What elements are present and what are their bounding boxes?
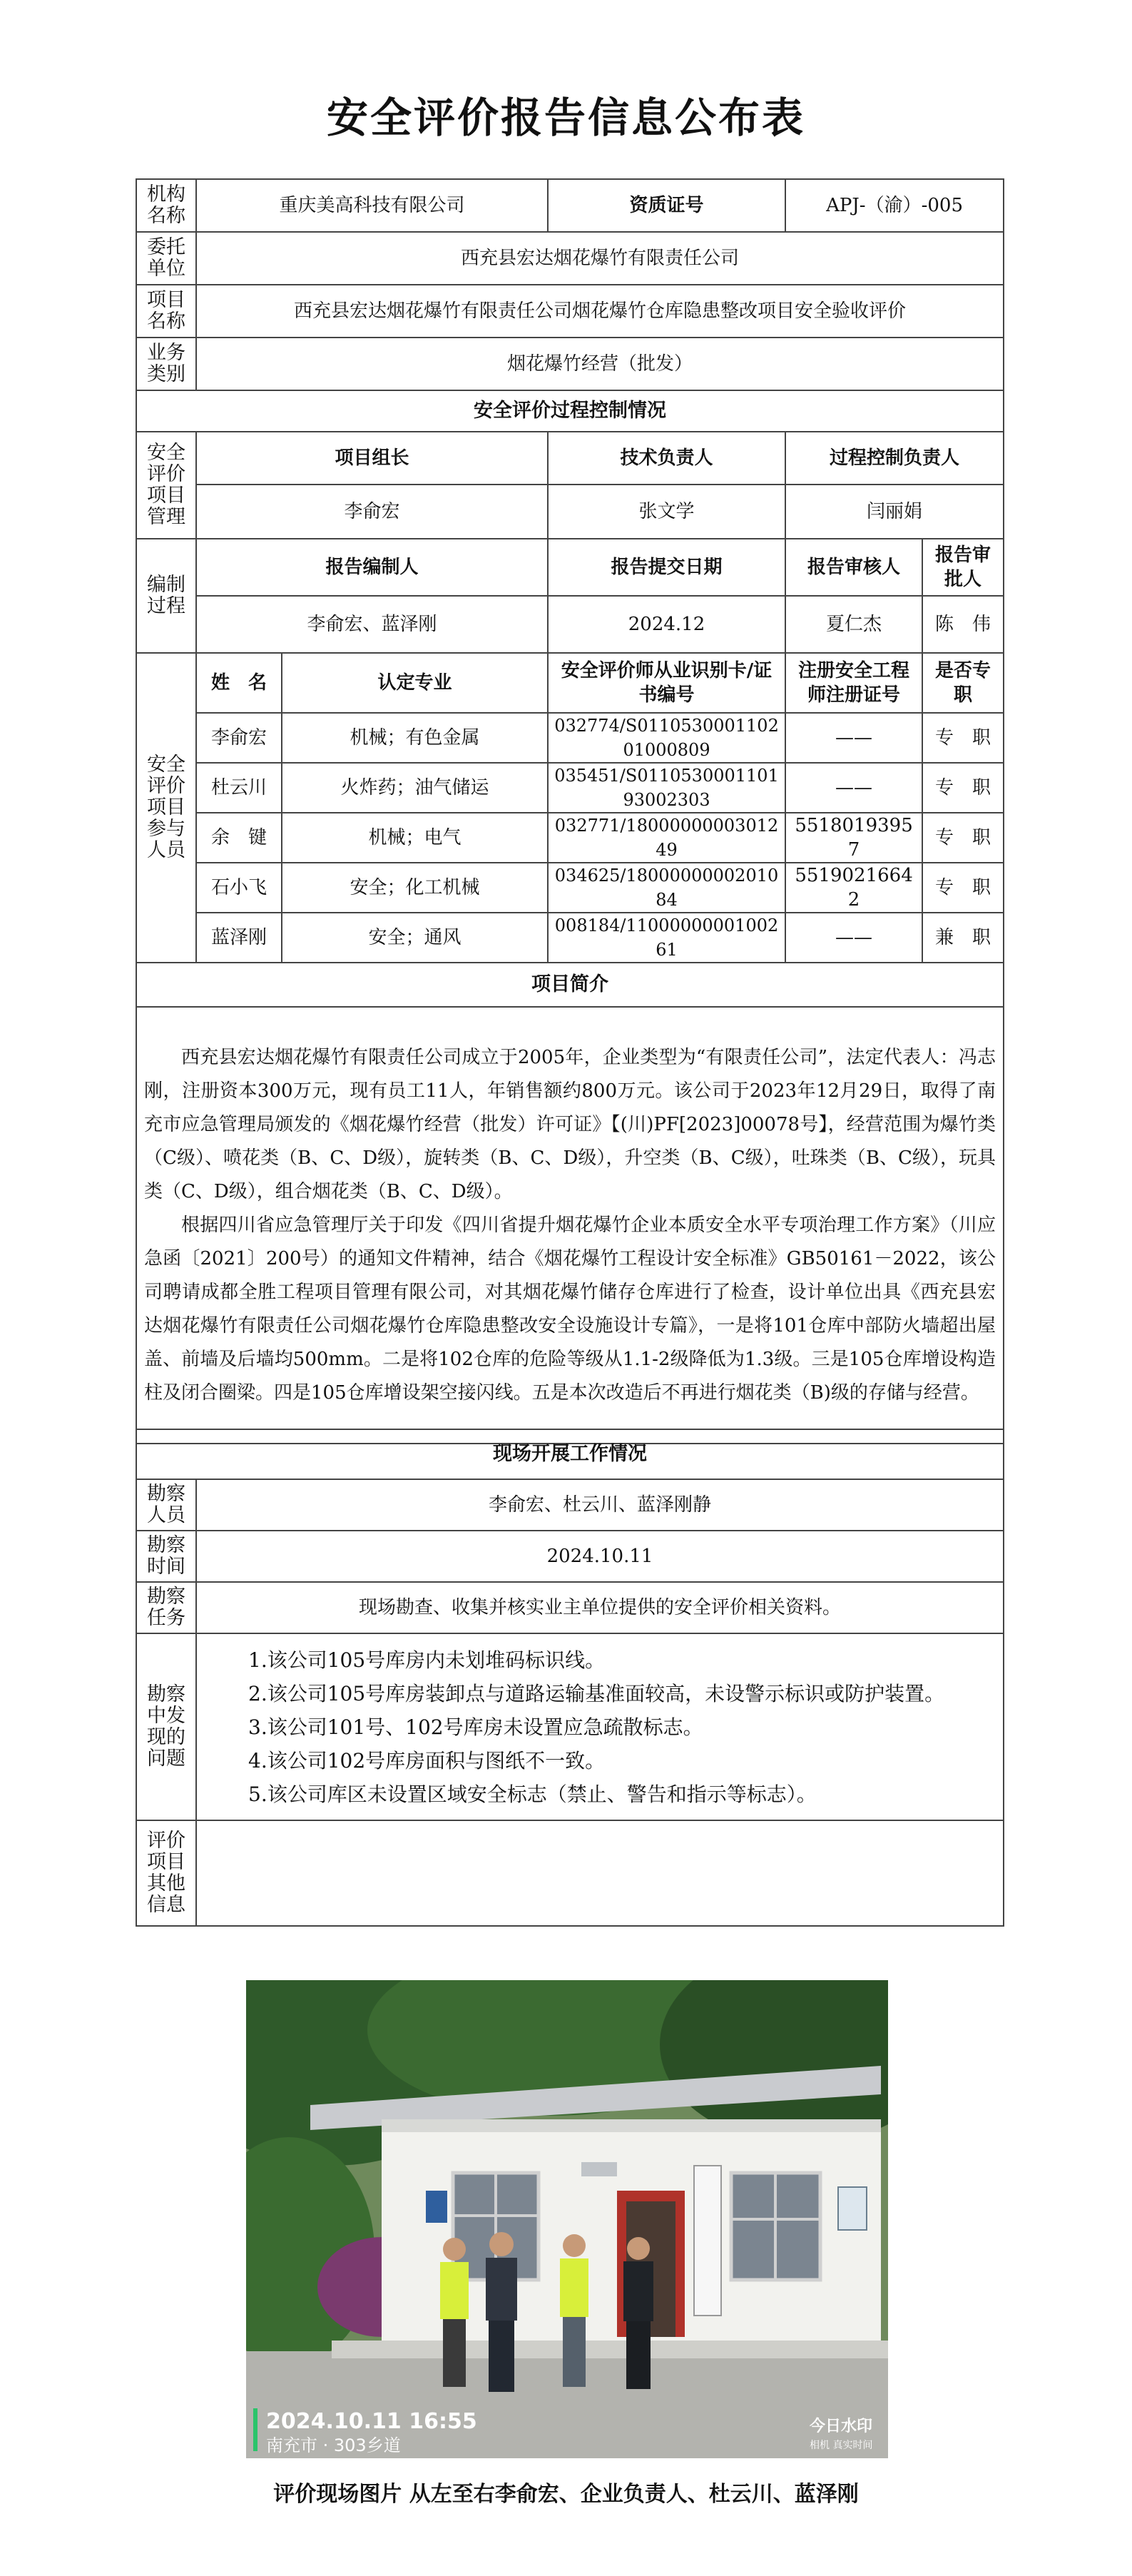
info-table — [136, 178, 1004, 1444]
staff-header-fulltime: 是否专职 — [922, 653, 1004, 713]
staff-card-no: 034625/1800000000201084 — [548, 863, 785, 913]
photo-caption: 评价现场图片 从左至右李俞宏、企业负责人、杜云川、蓝泽刚 — [273, 2482, 859, 2507]
staff-header-reg: 注册安全工程师注册证号 — [785, 653, 922, 713]
survey-time-label: 勘察时间 — [136, 1531, 196, 1582]
intro-paragraph-2: 根据四川省应急管理厅关于印发《四川省提升烟花爆竹企业本质安全水平专项治理工作方案》（川应急函〔2021〕200号）的通知文件精神，结合《烟花爆竹工程设计安全标准》GB50161－2022，该公司聘请成都全胜工程项目管理有限公司，对其烟花爆竹储存仓库进行了检查，设计单位出具《西充县宏达烟花爆竹有限责任公司烟花爆竹仓库隐患整改安全设施设计专篇》，一是将101仓库中部防火墙超出屋盖、前墙及后墙均500mm。二是将102仓库的危险等级从1.1-2级降低为1.3级。三是105仓库增设构造柱及闭合圈梁。四是105仓库增设架空接闪线。五是本次改造后不再进行烟花类（B)级的存储与经营。 — [144, 1214, 996, 1404]
survey-task-value: 现场勘查、收集并核实业主单位提供的安全评价相关资料。 — [196, 1582, 1004, 1633]
survey-issues-list — [196, 1633, 1004, 1820]
org-name-value: 重庆美高科技有限公司 — [196, 179, 548, 232]
mgmt-header-tech: 技术负责人 — [548, 432, 785, 485]
photo-timestamp: 2024.10.11 16:55 — [266, 2409, 477, 2434]
survey-people-value: 李俞宏、杜云川、蓝泽刚静 — [196, 1479, 1004, 1531]
staff-card-no: 008184/1100000000100261 — [548, 913, 785, 963]
staff-name: 杜云川 — [196, 763, 282, 813]
staff-card-no: 032774/S011053000110201000809 — [548, 713, 785, 763]
staff-header-name: 姓 名 — [196, 653, 282, 713]
org-name-label: 机构名称 — [136, 179, 196, 232]
compile-value-author: 李俞宏、蓝泽刚 — [196, 596, 548, 653]
business-type-value: 烟花爆竹经营（批发） — [196, 338, 1004, 390]
project-name-value: 西充县宏达烟花爆竹有限责任公司烟花爆竹仓库隐患整改项目安全验收评价 — [196, 285, 1004, 338]
mgmt-value-leader: 李俞宏 — [196, 485, 548, 539]
compile-label: 编制过程 — [136, 539, 196, 653]
staff-reg-no: 55190216642 — [785, 863, 922, 913]
staff-fulltime: 专 职 — [922, 763, 1004, 813]
table-row — [136, 713, 1004, 763]
compile-value-approver: 陈 伟 — [922, 596, 1004, 653]
other-info-value — [196, 1820, 1004, 1926]
watermark-tag: 相机 真实时间 — [810, 2440, 873, 2451]
list-item: 1.该公司105号库房内未划堆码标识线。 — [248, 1648, 606, 1672]
compile-header-date: 报告提交日期 — [548, 539, 785, 596]
staff-name: 李俞宏 — [196, 713, 282, 763]
watermark-brand: 今日水印 — [810, 2418, 873, 2435]
mgmt-label: 安全评价项目管理 — [136, 432, 196, 539]
staff-header-major: 认定专业 — [282, 653, 548, 713]
other-info-label: 评价项目其他信息 — [136, 1820, 196, 1926]
staff-major: 安全；化工机械 — [282, 863, 548, 913]
intro-paragraph-1: 西充县宏达烟花爆竹有限责任公司成立于2005年，企业类型为“有限责任公司”，法定代表人：冯志刚，注册资本300万元，现有员工11人，年销售额约800万元。该公司于2023年12月29日，取得了南充市应急管理局颁发的《烟花爆竹经营（批发）许可证》【(川)PF[2023]00078号】，经营范围为爆竹类（C级）、喷花类（B、C、D级），旋转类（B、C、D级），升空类（B、C级），吐珠类（B、C级），玩具类（C、D级），组合烟花类（B、C、D级）。 — [144, 1046, 996, 1202]
survey-task-label: 勘察任务 — [136, 1582, 196, 1633]
staff-label: 安全评价项目参与人员 — [136, 653, 196, 963]
survey-time-value: 2024.10.11 — [196, 1531, 1004, 1582]
compile-header-author: 报告编制人 — [196, 539, 548, 596]
list-item: 4.该公司102号库房面积与图纸不一致。 — [248, 1748, 606, 1773]
staff-major: 安全；通风 — [282, 913, 548, 963]
list-item: 3.该公司101号、102号库房未设置应急疏散标志。 — [248, 1715, 703, 1739]
staff-card-no: 035451/S011053000110193002303 — [548, 763, 785, 813]
cert-no-value: APJ-（渝）-005 — [785, 179, 1004, 232]
mgmt-value-control: 闫丽娟 — [785, 485, 1004, 539]
staff-fulltime: 专 职 — [922, 863, 1004, 913]
mgmt-value-tech: 张文学 — [548, 485, 785, 539]
list-item: 5.该公司库区未设置区域安全标志（禁止、警告和指示等标志）。 — [248, 1782, 817, 1806]
client-label: 委托单位 — [136, 232, 196, 285]
staff-major: 机械；电气 — [282, 813, 548, 863]
staff-header-card: 安全评价师从业识别卡/证书编号 — [548, 653, 785, 713]
intro-body — [136, 1007, 1004, 1444]
staff-name: 石小飞 — [196, 863, 282, 913]
site-photo — [246, 1980, 888, 2458]
staff-reg-no: —— — [785, 913, 922, 963]
table-row — [136, 763, 1004, 813]
process-section-title: 安全评价过程控制情况 — [136, 390, 1004, 432]
staff-reg-no: —— — [785, 763, 922, 813]
staff-fulltime: 专 职 — [922, 813, 1004, 863]
intro-section-title: 项目简介 — [136, 963, 1004, 1007]
staff-major: 火炸药；油气储运 — [282, 763, 548, 813]
compile-header-approver: 报告审批人 — [922, 539, 1004, 596]
site-work-table — [136, 1429, 1004, 1927]
staff-card-no: 032771/1800000000301249 — [548, 813, 785, 863]
table-row — [136, 913, 1004, 963]
staff-fulltime: 兼 职 — [922, 913, 1004, 963]
project-name-label: 项目名称 — [136, 285, 196, 338]
staff-name: 余 键 — [196, 813, 282, 863]
cert-no-label: 资质证号 — [548, 179, 785, 232]
business-type-label: 业务类别 — [136, 338, 196, 390]
compile-value-date: 2024.12 — [548, 596, 785, 653]
client-value: 西充县宏达烟花爆竹有限责任公司 — [196, 232, 1004, 285]
staff-name: 蓝泽刚 — [196, 913, 282, 963]
compile-header-reviewer: 报告审核人 — [785, 539, 922, 596]
survey-issues-label: 勘察中发现的问题 — [136, 1633, 196, 1820]
compile-value-reviewer: 夏仁杰 — [785, 596, 922, 653]
list-item: 2.该公司105号库房装卸点与道路运输基准面较高，未设警示标识或防护装置。 — [248, 1681, 945, 1705]
site-photo-illustration — [246, 1980, 888, 2458]
staff-reg-no: —— — [785, 713, 922, 763]
page-title: 安全评价报告信息公布表 — [326, 93, 805, 142]
survey-people-label: 勘察人员 — [136, 1479, 196, 1531]
table-row — [136, 863, 1004, 913]
table-row — [136, 813, 1004, 863]
photo-location: 南充市 · 303乡道 — [266, 2435, 401, 2455]
staff-fulltime: 专 职 — [922, 713, 1004, 763]
site-section-title: 现场开展工作情况 — [136, 1429, 1004, 1479]
staff-reg-no: 55180193957 — [785, 813, 922, 863]
mgmt-header-control: 过程控制负责人 — [785, 432, 1004, 485]
mgmt-header-leader: 项目组长 — [196, 432, 548, 485]
staff-major: 机械；有色金属 — [282, 713, 548, 763]
